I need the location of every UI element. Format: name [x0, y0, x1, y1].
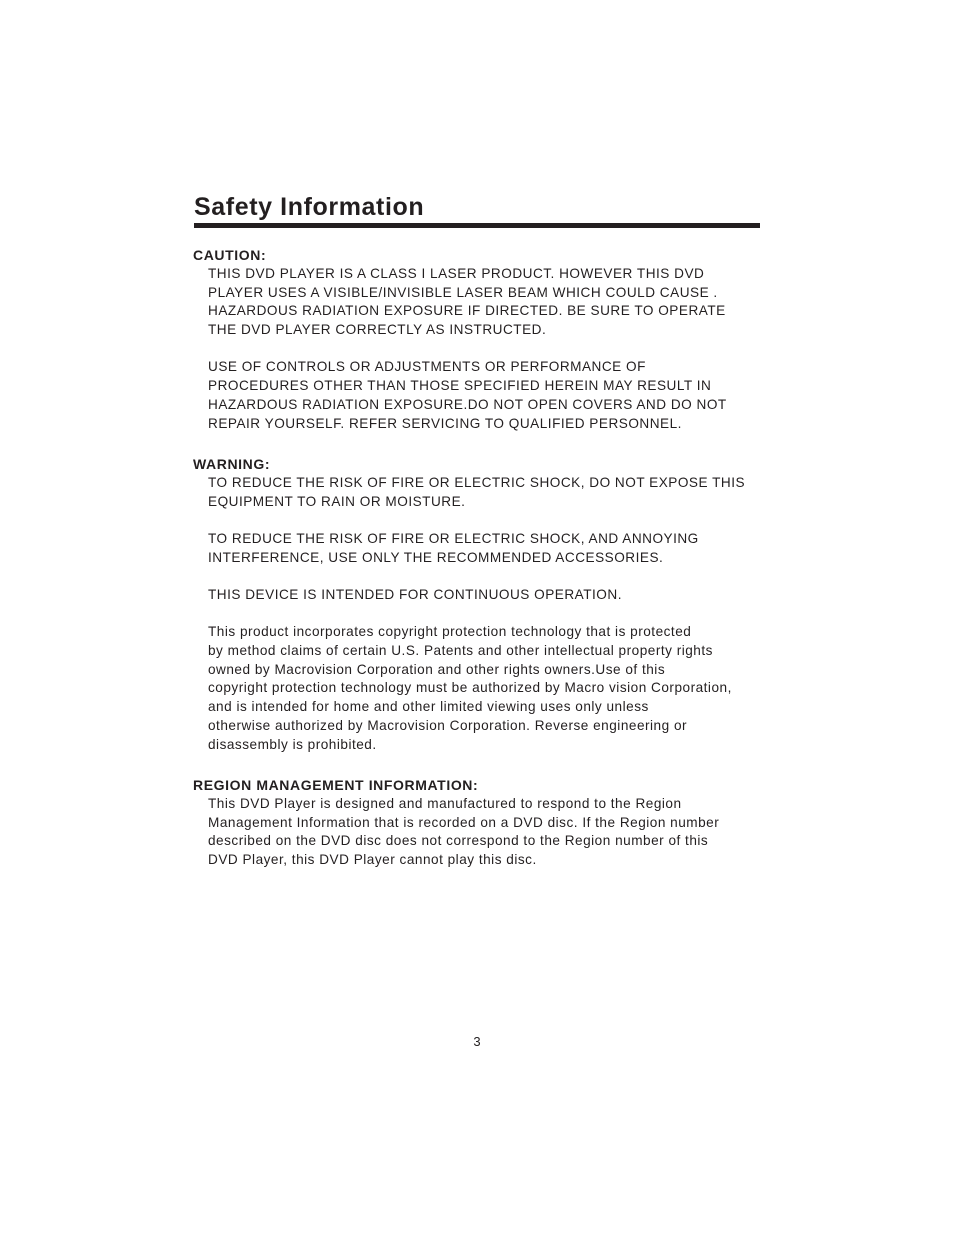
text-line: THIS DVD PLAYER IS A CLASS I LASER PRODUCT. HOWEVER THIS DVD: [208, 266, 705, 281]
warning-paragraph-2: [208, 530, 773, 567]
caution-paragraph-2: [208, 358, 773, 433]
section-region-management: [193, 776, 773, 870]
text-line: This product incorporates copyright protection technology that is protected: [208, 624, 692, 640]
warning-paragraph-3: [208, 586, 773, 605]
caution-paragraph-1: [208, 265, 773, 340]
text-line: USE OF CONTROLS OR ADJUSTMENTS OR PERFORMANCE OF: [208, 359, 646, 375]
text-line: HAZARDOUS RADIATION EXPOSURE.DO NOT OPEN COVERS AND DO NOT: [208, 396, 727, 412]
section-heading-warning: WARNING:: [193, 456, 271, 472]
text-line: INTERFERENCE, USE ONLY THE RECOMMENDED ACCESSORIES.: [208, 549, 664, 565]
section-warning: [193, 455, 773, 754]
warning-paragraph-copyright: [208, 623, 773, 754]
text-line: Management Information that is recorded on a DVD disc. If the Region number: [208, 814, 720, 830]
page-title: Safety Information: [194, 193, 425, 221]
text-line: PLAYER USES A VISIBLE/INVISIBLE LASER BEAM WHICH COULD CAUSE .: [208, 284, 718, 300]
region-paragraph-1: [208, 795, 773, 870]
text-line: TO REDUCE THE RISK OF FIRE OR ELECTRIC SHOCK, AND ANNOYING: [208, 531, 699, 546]
text-line: otherwise authorized by Macrovision Corporation. Reverse engineering or: [208, 717, 688, 733]
title-rule: [194, 223, 760, 228]
text-line: by method claims of certain U.S. Patents and other intellectual property rights: [208, 643, 713, 658]
text-line: disassembly is prohibited.: [208, 736, 377, 752]
section-heading-caution: CAUTION:: [193, 247, 267, 263]
text-line: EQUIPMENT TO RAIN OR MOISTURE.: [208, 493, 466, 509]
text-line: HAZARDOUS RADIATION EXPOSURE IF DIRECTED. BE SURE TO OPERATE: [208, 303, 726, 319]
text-line: TO REDUCE THE RISK OF FIRE OR ELECTRIC SHOCK, DO NOT EXPOSE THIS: [208, 475, 746, 490]
text-line: THIS DEVICE IS INTENDED FOR CONTINUOUS OPERATION.: [208, 587, 622, 602]
section-caution: [193, 246, 773, 433]
text-line: REPAIR YOURSELF. REFER SERVICING TO QUALIFIED PERSONNEL.: [208, 415, 682, 431]
warning-paragraph-1: [208, 474, 773, 511]
text-line: DVD Player, this DVD Player cannot play this disc.: [208, 852, 537, 868]
text-line: and is intended for home and other limited viewing uses only unless: [208, 699, 649, 715]
page-number: 3: [473, 1034, 481, 1049]
text-line: THE DVD PLAYER CORRECTLY AS INSTRUCTED.: [208, 322, 547, 338]
text-line: owned by Macrovision Corporation and other rights owners.Use of this: [208, 661, 666, 677]
text-line: This DVD Player is designed and manufactured to respond to the Region: [208, 796, 682, 811]
text-line: copyright protection technology must be authorized by Macro vision Corporation,: [208, 680, 732, 696]
section-heading-region: REGION MANAGEMENT INFORMATION:: [193, 777, 479, 793]
text-line: PROCEDURES OTHER THAN THOSE SPECIFIED HEREIN MAY RESULT IN: [208, 378, 712, 394]
text-line: described on the DVD disc does not correspond to the Region number of this: [208, 833, 709, 849]
